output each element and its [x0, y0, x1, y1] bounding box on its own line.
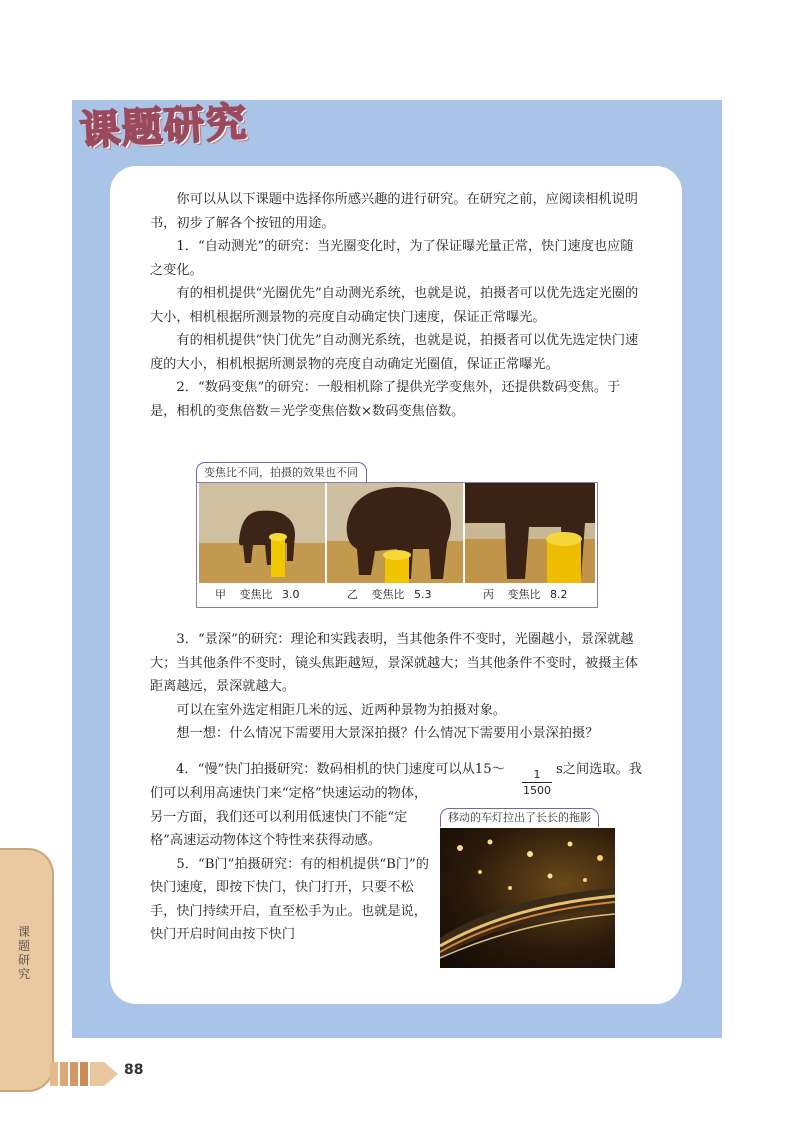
- section-title: 课题研究: [79, 99, 250, 155]
- light-trail-figure: [440, 808, 615, 968]
- paragraph-auto-metering: 1．“自动测光”的研究：当光圈变化时，为了保证曝光量正常，快门速度也应随之变化。: [150, 239, 634, 278]
- photo-zoom-5-3: [327, 483, 463, 583]
- figure-frame: [196, 482, 598, 608]
- text-block-left-column: [150, 782, 430, 947]
- fraction-numerator: 1: [522, 768, 552, 783]
- slow-shutter-suffix: s之间选取。我: [556, 762, 642, 777]
- page-number: 88: [124, 1062, 144, 1078]
- panel-c-value: 8.2: [550, 588, 568, 601]
- paragraph-aperture-priority: 有的相机提供“光圈优先”自动测光系统，也就是说，拍摄者可以优先选定光圈的大小，相机根据所测景物的亮度自动确定快门速度，保证正常曝光。: [150, 286, 639, 325]
- panel-b-label: 变焦比: [371, 588, 405, 601]
- panel-a-label: 变焦比: [239, 588, 273, 601]
- paragraph-slow-shutter-start: 4．“慢”快门拍摄研究：数码相机的快门速度可以从15～: [176, 762, 505, 777]
- paragraph-shutter-priority: 有的相机提供“快门优先”自动测光系统，也就是说，拍摄者可以优先选定快门速度的大小，相机根据所测景物的亮度自动确定光圈值，保证正常曝光。: [150, 333, 639, 372]
- paragraph-think: 想一想：什么情况下需要用大景深拍摄？什么情况下需要用小景深拍摄？: [176, 726, 599, 741]
- photo-zoom-8-2: [465, 483, 595, 583]
- photo-light-trails: [440, 828, 615, 968]
- fraction-denominator: 1500: [523, 784, 551, 797]
- label-panel-c: [483, 586, 568, 602]
- fraction-1-1500: [522, 768, 552, 799]
- panel-c-name: 丙: [483, 588, 494, 601]
- panel-b-name: 乙: [347, 588, 358, 601]
- paragraph-digital-zoom: 2．“数码变焦”的研究：一般相机除了提供光学变焦外，还提供数码变焦。于是，相机的变焦倍数＝光学变焦倍数×数码变焦倍数。: [150, 380, 621, 419]
- photo-zoom-3-0: [199, 483, 325, 583]
- paragraph-depth-of-field: 3．“景深”的研究：理论和实践表明，当其他条件不变时，光圈越小，景深就越大；当其他条件不变时，镜头焦距越短，景深就越大；当其他条件不变时，被摄主体距离越远，景深就越大。: [150, 632, 638, 694]
- page-arrow-icon: [50, 1056, 120, 1092]
- paragraph-outdoor: 可以在室外选定相距几米的远、近两种景物为拍摄对象。: [176, 702, 507, 718]
- text-block-middle: [150, 628, 646, 746]
- paragraph-intro: 你可以从以下课题中选择你所感兴趣的进行研究。在研究之前，应阅读相机说明书，初步了解各个按钮的用途。: [150, 192, 638, 231]
- zoom-comparison-figure: [196, 462, 598, 608]
- figure2-caption: 移动的车灯拉出了长长的拖影: [440, 808, 599, 827]
- panel-a-value: 3.0: [282, 588, 300, 601]
- panel-b-value: 5.3: [414, 588, 432, 601]
- side-tab-label: 课题研究: [18, 925, 31, 981]
- text-block-upper: [150, 188, 646, 423]
- panel-c-label: 变焦比: [507, 588, 541, 601]
- label-panel-b: [347, 586, 432, 602]
- paragraph-slow-shutter-rest: 们可以利用高速快门来“定格”快速运动的物体，另一方面，我们还可以利用低速快门不能“定格”高速运动物体这个特性来获得动感。: [150, 786, 428, 848]
- paragraph-b-shutter: 5．“B门”拍摄研究：有的相机提供“B门”的快门速度，即按下快门，快门打开，只要不松手，快门持续开启，直至松手为止。也就是说，快门开启时间由按下快门: [150, 856, 429, 942]
- panel-a-name: 甲: [215, 588, 226, 601]
- figure-caption: 变焦比不同，拍摄的效果也不同: [196, 462, 367, 483]
- label-panel-a: [215, 586, 300, 602]
